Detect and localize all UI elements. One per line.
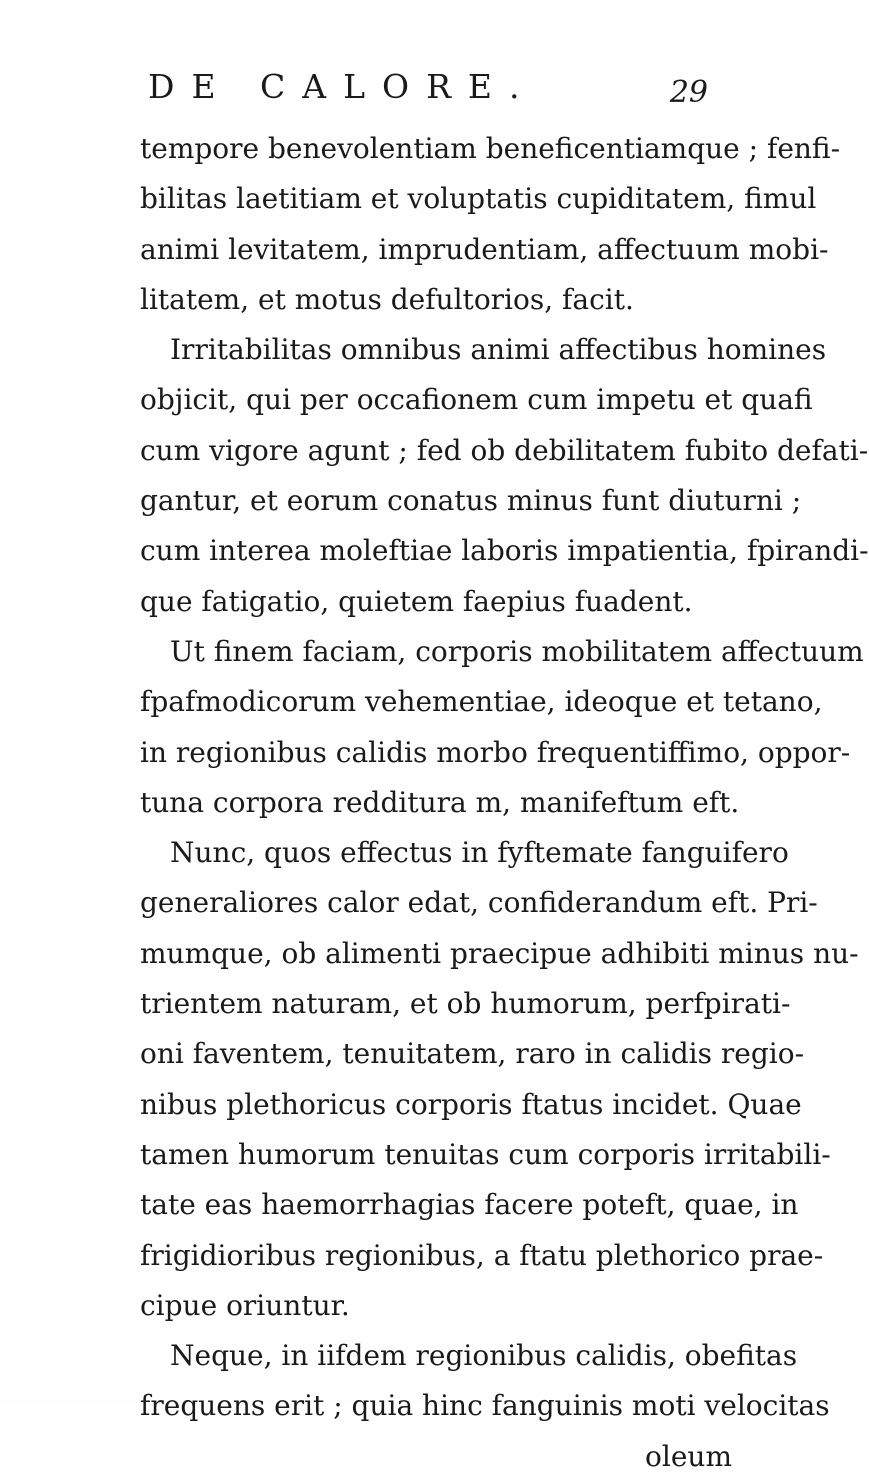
text-line: frequens erit ; quia hinc fanguinis moti velocitas	[140, 1389, 830, 1423]
page-number: 29	[669, 75, 708, 110]
text-line: tamen humorum tenuitas cum corporis irritabili-	[140, 1137, 831, 1171]
text-line: nibus plethoricus corporis ftatus incidet. Quae	[140, 1087, 802, 1121]
text-line: tuna corpora redditura m, manifeftum eft.	[140, 785, 740, 819]
text-line: Ut finem faciam, corporis mobilitatem affectuum	[170, 634, 864, 668]
text-line: animi levitatem, imprudentiam, affectuum mobi-	[140, 232, 829, 266]
text-line: cum vigore agunt ; fed ob debilitatem fubito defati-	[140, 433, 869, 467]
text-line: generaliores calor edat, confiderandum eft. Pri-	[140, 886, 818, 920]
text-line: frigidioribus regionibus, a ftatu plethorico prae-	[140, 1238, 824, 1272]
text-line: Irritabilitas omnibus animi affectibus homines	[170, 333, 827, 367]
text-line: que fatigatio, quietem faepius fuadent.	[140, 584, 693, 618]
text-line: oni faventem, tenuitatem, raro in calidis regio-	[140, 1037, 805, 1071]
text-line: Neque, in iifdem regionibus calidis, obefitas	[170, 1339, 798, 1373]
text-line: gantur, et eorum conatus minus funt diuturni ;	[140, 484, 802, 518]
running-title: DE CALORE.	[148, 67, 537, 106]
text-line: tate eas haemorrhagias facere poteft, quae, in	[140, 1188, 799, 1222]
text-line: bilitas laetitiam et voluptatis cupiditatem, fimul	[140, 182, 817, 216]
text-line: tempore benevolentiam beneficentiamque ; fenfi-	[140, 132, 841, 165]
text-line: cipue oriuntur.	[140, 1288, 350, 1322]
catchword: oleum	[645, 1439, 732, 1473]
text-line: Nunc, quos effectus in fyftemate fanguifero	[170, 836, 789, 870]
running-head	[148, 62, 708, 112]
text-line: fpafmodicorum vehementiae, ideoque et tetano,	[140, 685, 823, 719]
text-line: in regionibus calidis morbo frequentiffimo, oppor-	[140, 735, 851, 769]
text-line: trientem naturam, et ob humorum, perfpirati-	[140, 987, 791, 1021]
body-text	[140, 124, 869, 1482]
text-line: cum interea moleftiae laboris impatientia, fpirandi-	[140, 534, 869, 568]
text-line: objicit, qui per occafionem cum impetu et quafi	[140, 383, 813, 417]
text-line: litatem, et motus defultorios, facit.	[140, 282, 634, 316]
text-line: mumque, ob alimenti praecipue adhibiti minus nu-	[140, 936, 859, 970]
